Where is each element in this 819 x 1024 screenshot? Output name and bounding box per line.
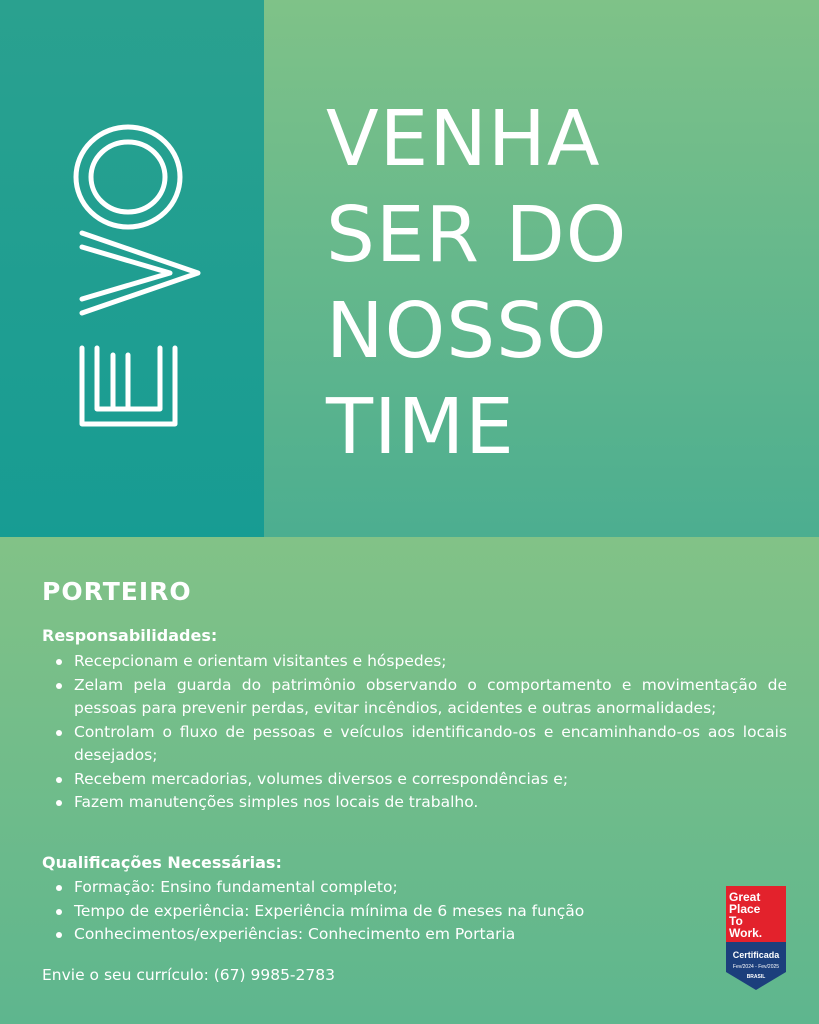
badge-status: Certificada — [732, 950, 780, 960]
contact-info: Envie o seu currículo: (67) 9985-2783 — [42, 966, 335, 984]
qualifications-title: Qualificações Necessárias: — [42, 853, 282, 872]
job-title: PORTEIRO — [42, 577, 192, 606]
badge-line-2: Place — [729, 902, 761, 916]
list-item: Controlam o fluxo de pessoas e veículos identificando-os e encaminhando-os aos locais desejados; — [74, 721, 787, 768]
list-item: Fazem manutenções simples nos locais de trabalho. — [74, 791, 787, 815]
list-item: Formação: Ensino fundamental completo; — [74, 876, 787, 900]
responsibilities-title: Responsabilidades: — [42, 626, 218, 645]
qualifications-list — [42, 876, 787, 947]
great-place-to-work-badge — [726, 886, 786, 990]
list-item: Recepcionam e orientam visitantes e hóspedes; — [74, 650, 787, 674]
responsibilities-list — [42, 650, 787, 815]
badge-line-4: Work. — [729, 926, 763, 940]
list-item: Zelam pela guarda do patrimônio observando o comportamento e movimentação de pessoas para prevenir perdas, evitar incêndios, acidentes e outras anormalidades; — [74, 674, 787, 721]
list-item: Tempo de experiência: Experiência mínima de 6 meses na função — [74, 900, 787, 924]
brand-panel — [0, 0, 264, 537]
headline-line-3: NOSSO — [326, 287, 608, 376]
headline-line-4: TIME — [326, 383, 515, 472]
list-item: Recebem mercadorias, volumes diversos e correspondências e; — [74, 768, 787, 792]
badge-line-3: To — [729, 914, 743, 928]
headline — [326, 92, 627, 476]
badge-country: BRASIL — [746, 974, 766, 980]
list-item: Conhecimentos/experiências: Conhecimento em Portaria — [74, 923, 787, 947]
headline-line-2: SER DO — [326, 191, 628, 280]
headline-line-1: VENHA — [326, 95, 601, 184]
badge-period: Fev/2024 - Fev/2025 — [732, 964, 780, 970]
badge-line-1: Great — [729, 890, 761, 904]
evo-logo — [70, 115, 210, 427]
